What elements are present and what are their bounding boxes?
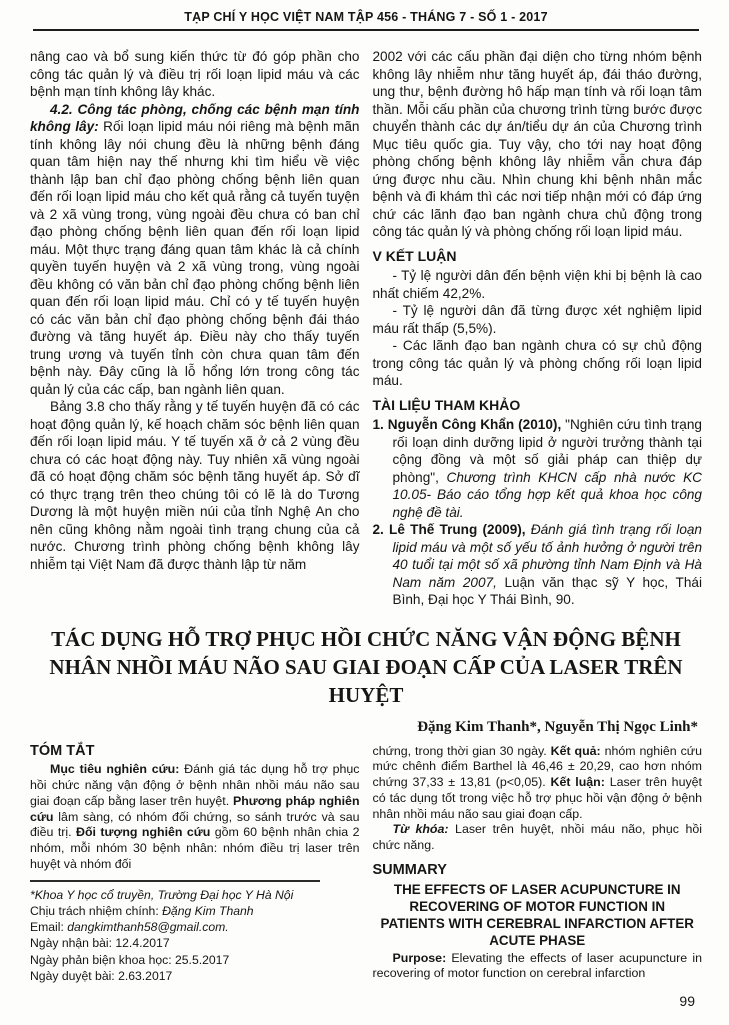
summary-paragraph: Purpose: Elevating the effects of laser acupuncture in recovering of motor function on cerebral infarction bbox=[372, 950, 702, 981]
new-article-section bbox=[30, 744, 702, 985]
journal-header bbox=[33, 10, 699, 31]
journal-header-text: TẠP CHÍ Y HỌC VIỆT NAM TẬP 456 - THÁNG 7 - SỐ 1 - 2017 bbox=[184, 10, 548, 24]
article-title: TÁC DỤNG HỖ TRỢ PHỤC HỒI CHỨC NĂNG VẬN ĐỘNG BỆNH NHÂN NHỒI MÁU NÃO SAU GIAI ĐOẠN CẤP CỦA LASER TRÊN HUYỆT bbox=[49, 626, 683, 707]
left-column bbox=[30, 48, 360, 609]
conclusion-item: - Tỷ lệ người dân đã từng được xét nghiệm lipid máu rất thấp (5,5%). bbox=[372, 303, 702, 336]
conclusion-item: - Tỷ lệ người dân đến bệnh viện khi bị bệnh là cao nhất chiếm 42,2%. bbox=[372, 268, 702, 301]
body-paragraph: Bảng 3.8 cho thấy rằng y tế tuyến huyện đã có các hoạt động quản lý, kế hoạch chăm sóc bệnh liên quan đến rối loạn lipid máu. Y tế tuyến xã ở cả 2 vùng đều chưa có các hoạt động này. Tuy nhiên xã vùng ngoài đã có hoạt động chăm sóc bệnh tăng huyết áp. Sở dĩ có thực trạng trên theo chúng tôi có lẽ là do Tương Dương là một huyện miền núi của tỉnh Nghệ An cho nên cũng không nằm ngoài tình trạng chung của cả nước. Chương trình phòng chống bệnh không lây nhiễm tại Việt Nam đã được thành lập từ năm bbox=[30, 399, 360, 572]
abstract-paragraph: chứng, trong thời gian 30 ngày. Kết quả: nhóm nghiên cứu mức chênh điểm Barthel là 46,46 ± 20,29, cao hơn nhóm chứng 37,33 ± 13,81 (p<0,05). Kết luận: Laser trên huyệt có tác dụng tốt trong việc hỗ trợ phục hồi vận động ở bệnh nhân nhồi máu não sau giai đoạn cấp. bbox=[372, 743, 702, 821]
page-number: 99 bbox=[679, 993, 695, 1009]
footnote-line: Email: dangkimthanh58@gmail.com. bbox=[30, 920, 229, 935]
footnote-line: Ngày phản biện khoa học: 25.5.2017 bbox=[30, 952, 230, 967]
keywords-paragraph: Từ khóa: Laser trên huyệt, nhồi máu não, phục hồi chức năng. bbox=[372, 822, 702, 853]
body-paragraph: 4.2. Công tác phòng, chống các bệnh mạn tính không lây: Rối loạn lipid máu nói riêng mà bệnh mãn tính không lây nói chung đều là những bệnh đáng quan tâm hiện nay thế nhưng khi tìm hiểu về việc thành lập ban chỉ đạo phòng chống bệnh liên quan đến rối loạn lipid máu cho kết quả rằng cả tuyến tuyện và 2 xã vùng trong, vùng ngoài đều chưa có ban chỉ đạo phòng chống bệnh liên quan đến rối loạn lipid máu. Một thực trạng đáng quan tâm khác là cả chính quyền tuyến huyện và 2 xã vùng trong, vùng ngoài đều không có văn bản chỉ đạo phòng chống bệnh liên quan đến rối loạn lipid máu. Chỉ có y tế tuyến huyện có các văn bản chỉ đạo phòng chống bệnh đái tháo đường và tăng huyết áp. Điều này cho thấy tuyến trung ương và tuyến tỉnh còn chưa quan tâm đến bệnh này. Đây cũng là lỗ hổng lớn trong công tác quản lý của các cấp, ban ngành liên quan. bbox=[30, 101, 360, 397]
footnote-line: Ngày nhận bài: 12.4.2017 bbox=[30, 936, 170, 951]
reference-item: 1. Nguyễn Công Khẩn (2010), "Nghiên cứu tình trạng rối loạn dinh dưỡng lipid ở người trưởng thành tại cộng đồng và một số giải pháp can thiệp dự phòng", Chương trình KHCN cấp nhà nước KC 10.05- Báo cáo tổng hợp kết quả khoa học công nghệ đề tài. bbox=[372, 417, 702, 520]
references-heading: TÀI LIỆU THAM KHẢO bbox=[372, 396, 521, 413]
footnote-block bbox=[30, 880, 360, 984]
abstract-paragraph: Mục tiêu nghiên cứu: Đánh giá tác dụng hỗ trợ phục hồi chức năng vận động ở bệnh nhân nhồi máu não sau giai đoạn cấp bằng laser trên huyệt. Phương pháp nghiên cứu lâm sàng, có nhóm đối chứng, so sánh trước và sau điều trị. Đối tượng nghiên cứu gồm 60 bệnh nhân chia 2 nhóm, mỗi nhóm 30 bệnh nhân: nhóm điều trị laser trên huyệt và nhóm đối bbox=[30, 762, 360, 872]
body-paragraph: nâng cao và bổ sung kiến thức từ đó góp phần cho công tác quản lý và điều trị rối loạn lipid máu và các bệnh mạn tính không lây khác. bbox=[30, 49, 360, 99]
conclusion-heading: V KẾT LUẬN bbox=[372, 247, 457, 264]
footnote-line: Chịu trách nhiệm chính: Đặng Kim Thanh bbox=[30, 904, 254, 919]
summary-title: THE EFFECTS OF LASER ACUPUNCTURE IN RECOVERING OF MOTOR FUNCTION IN PATIENTS WITH CEREBRAL INFARCTION AFTER ACUTE PHASE bbox=[380, 881, 694, 949]
conclusion-item: - Các lãnh đạo ban ngành chưa có sự chủ động trong công tác quản lý và phòng chống rối loạn lipid máu. bbox=[372, 338, 702, 388]
footnote-rule bbox=[30, 880, 320, 882]
article-authors: Đặng Kim Thanh*, Nguyễn Thị Ngọc Linh* bbox=[417, 718, 698, 735]
summary-heading: SUMMARY bbox=[372, 862, 447, 879]
right-column bbox=[373, 48, 703, 609]
summary-column bbox=[373, 744, 703, 985]
reference-item: 2. Lê Thế Trung (2009), Đánh giá tình trạng rối loạn lipid máu và một số yếu tố ảnh hưởng ở người trên 40 tuổi tại một số xã phường tỉnh Nam Định và Hà Nam năm 2007, Luận văn thạc sỹ Y học, Thái Bình, Đại học Y Thái Bình, 90. bbox=[372, 522, 702, 607]
previous-article-section bbox=[30, 48, 702, 609]
footnote-line: Ngày duyệt bài: 2.63.2017 bbox=[30, 968, 173, 983]
body-paragraph: 2002 với các cấu phần đại diện cho từng nhóm bệnh không lây nhiễm như tăng huyết áp, đái tháo đường, ung thư, bệnh đường hô hấp mạn tính và rối loạn tâm thần. Mỗi cấu phần của chương trình từng bước được chuyển thành các dự án/tiểu dự án của Chương trình Mục tiêu quốc gia. Tuy vậy, cho tới nay hoạt động phòng chống bệnh không lây nhiễm vẫn chưa đáp ứng được nhu cầu. Nhìn chung khi bệnh nhân mắc bệnh và đi khám thì các nơi tiếp nhận mới có đáp ứng chứ các lãnh đạo ban ngành chưa chủ động trong công tác quản lý và phòng chống rối loạn lipid máu. bbox=[372, 49, 702, 239]
abstract-heading: TÓM TẮT bbox=[30, 742, 95, 759]
footnote-line: *Khoa Y học cổ truyền, Trường Đại học Y Hà Nội bbox=[30, 887, 294, 902]
abstract-column bbox=[30, 744, 360, 985]
